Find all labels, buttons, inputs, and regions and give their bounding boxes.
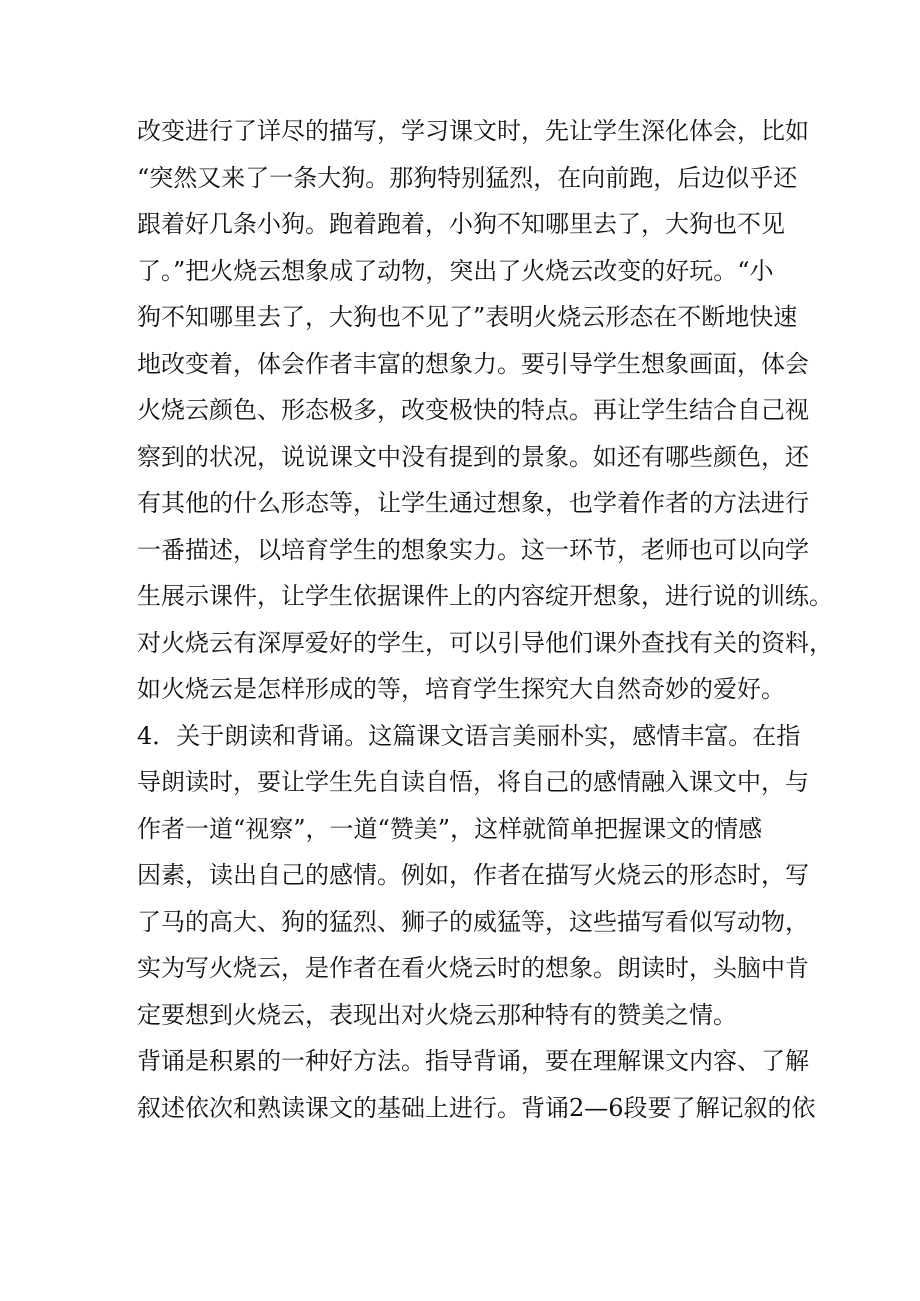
- text-line: 跟着好几条小狗。跑着跑着，小狗不知哪里去了，大狗也不见: [137, 210, 785, 238]
- text-line: 火烧云颜色、形态极多，改变极快的特点。再让学生结合自己视: [137, 396, 809, 424]
- text-line: 改变进行了详尽的描写，学习课文时，先让学生深化体会，比如: [137, 117, 809, 145]
- text-line: 4．关于朗读和背诵。这篇课文语言美丽朴实，感情丰富。在指: [137, 721, 801, 750]
- text-line: 了马的高大、狗的猛烈、狮子的威猛等，这些描写看似写动物，: [137, 907, 809, 936]
- text-line: “突然又来了一条大狗。那狗特别猛烈，在向前跑，后边似乎还: [137, 163, 798, 192]
- text-line: 对火烧云有深厚爱好的学生，可以引导他们课外查找有关的资料，: [137, 628, 833, 657]
- text-line: 了。”把火烧云想象成了动物，突出了火烧云改变的好玩。“小: [137, 256, 774, 285]
- text-line: 因素，读出自己的感情。例如，作者在描写火烧云的形态时，写: [137, 861, 809, 889]
- body-text: [137, 108, 833, 1131]
- text-line: 如火烧云是怎样形成的等，培育学生探究大自然奇妙的爱好。: [137, 675, 785, 703]
- text-line: 察到的状况，说说课文中没有提到的景象。如还有哪些颜色，还: [137, 442, 809, 471]
- text-line: 作者一道“视察”，一道“赞美”，这样就简单把握课文的情感: [137, 814, 763, 843]
- text-line: 有其他的什么形态等，让学生通过想象，也学着作者的方法进行: [137, 489, 809, 517]
- text-line: 背诵是积累的一种好方法。指导背诵，要在理解课文内容、了解: [137, 1047, 809, 1075]
- text-line: 一番描述，以培育学生的想象实力。这一环节，老师也可以向学: [137, 535, 809, 564]
- text-line: 定要想到火烧云，表现出对火烧云那种特有的赞美之情。: [137, 1000, 737, 1029]
- text-line: 叙述依次和熟读课文的基础上进行。背诵2—6段要了解记叙的依: [137, 1093, 816, 1122]
- text-line: 生展示课件，让学生依据课件上的内容绽开想象，进行说的训练。: [137, 582, 833, 610]
- text-line: 导朗读时，要让学生先自读自悟，将自己的感情融入课文中，与: [137, 768, 809, 796]
- text-line: 地改变着，体会作者丰富的想象力。要引导学生想象画面，体会: [137, 349, 809, 378]
- text-line: 狗不知哪里去了，大狗也不见了”表明火烧云形态在不断地快速: [137, 303, 798, 331]
- text-line: 实为写火烧云，是作者在看火烧云时的想象。朗读时，头脑中肯: [137, 954, 809, 982]
